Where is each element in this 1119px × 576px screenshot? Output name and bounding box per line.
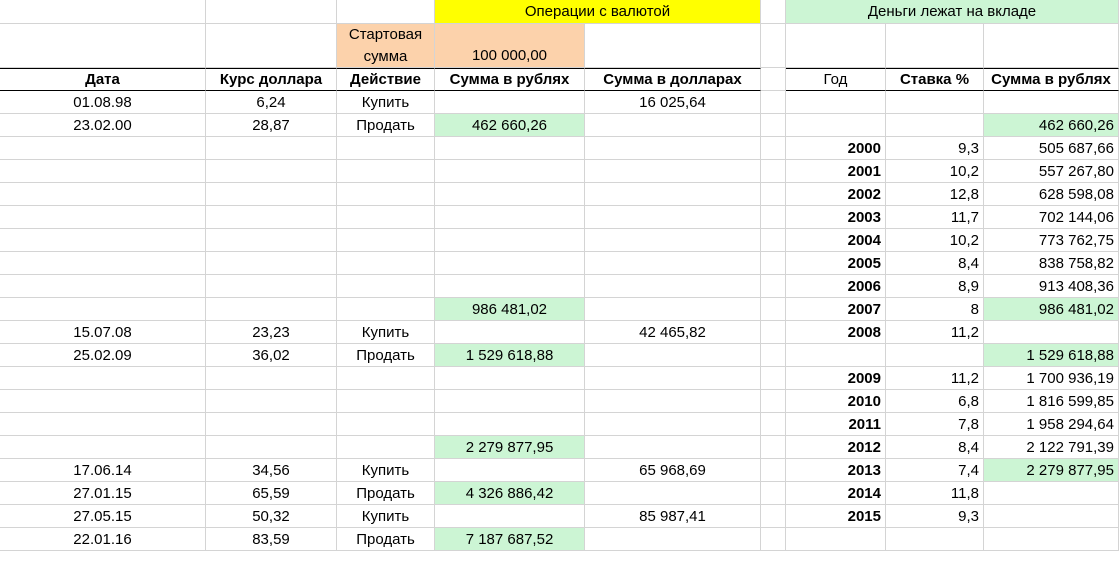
- cell-action[interactable]: [337, 183, 435, 206]
- cell-usd[interactable]: [585, 298, 761, 321]
- cell-rate[interactable]: [206, 137, 337, 160]
- cell-rate[interactable]: [206, 413, 337, 436]
- cell-empty[interactable]: [337, 0, 435, 24]
- cell-rate[interactable]: [206, 298, 337, 321]
- cell-year[interactable]: 2006: [786, 275, 886, 298]
- cell-empty[interactable]: [761, 252, 786, 275]
- cell-deposit-rub[interactable]: [984, 528, 1119, 551]
- cell-date[interactable]: [0, 436, 206, 459]
- cell-date[interactable]: [0, 275, 206, 298]
- cell-action[interactable]: [337, 390, 435, 413]
- cell-usd[interactable]: [585, 413, 761, 436]
- cell-date[interactable]: 15.07.08: [0, 321, 206, 344]
- cell-action[interactable]: [337, 367, 435, 390]
- cell-usd[interactable]: [585, 160, 761, 183]
- cell-deposit-rub[interactable]: 838 758,82: [984, 252, 1119, 275]
- cell-deposit-rub[interactable]: 1 700 936,19: [984, 367, 1119, 390]
- cell-deposit-rub[interactable]: 2 279 877,95: [984, 459, 1119, 482]
- cell-action[interactable]: [337, 436, 435, 459]
- cell-empty[interactable]: [761, 298, 786, 321]
- cell-rate[interactable]: [206, 275, 337, 298]
- cell-rate[interactable]: [206, 367, 337, 390]
- header-date[interactable]: Дата: [0, 68, 206, 91]
- cell-deposit-rub[interactable]: 986 481,02: [984, 298, 1119, 321]
- cell-rub[interactable]: [435, 390, 585, 413]
- cell-date[interactable]: 25.02.09: [0, 344, 206, 367]
- cell-usd[interactable]: [585, 114, 761, 137]
- cell-date[interactable]: [0, 390, 206, 413]
- cell-date[interactable]: [0, 160, 206, 183]
- cell-year[interactable]: 2015: [786, 505, 886, 528]
- cell-date[interactable]: [0, 229, 206, 252]
- cell-rub[interactable]: [435, 229, 585, 252]
- cell-usd[interactable]: 42 465,82: [585, 321, 761, 344]
- cell-rub[interactable]: [435, 206, 585, 229]
- header-percent[interactable]: Ставка %: [886, 68, 984, 91]
- cell-action[interactable]: [337, 275, 435, 298]
- cell-year[interactable]: [786, 91, 886, 114]
- cell-date[interactable]: [0, 298, 206, 321]
- header-rate[interactable]: Курс доллара: [206, 68, 337, 91]
- cell-empty[interactable]: [761, 91, 786, 114]
- cell-empty[interactable]: [761, 275, 786, 298]
- header-rub[interactable]: Сумма в рублях: [435, 68, 585, 91]
- cell-rub[interactable]: 462 660,26: [435, 114, 585, 137]
- cell-empty[interactable]: [761, 482, 786, 505]
- cell-rub[interactable]: [435, 367, 585, 390]
- cell-year[interactable]: 2013: [786, 459, 886, 482]
- cell-year[interactable]: [786, 344, 886, 367]
- start-amount-label[interactable]: [337, 24, 435, 68]
- cell-date[interactable]: 01.08.98: [0, 91, 206, 114]
- header-action[interactable]: Действие: [337, 68, 435, 91]
- cell-action[interactable]: [337, 252, 435, 275]
- cell-action[interactable]: Продать: [337, 482, 435, 505]
- cell-year[interactable]: 2008: [786, 321, 886, 344]
- cell-rate[interactable]: [206, 436, 337, 459]
- cell-empty[interactable]: [761, 344, 786, 367]
- cell-year[interactable]: 2011: [786, 413, 886, 436]
- cell-rate[interactable]: 65,59: [206, 482, 337, 505]
- cell-empty[interactable]: [206, 0, 337, 24]
- cell-action[interactable]: Купить: [337, 321, 435, 344]
- cell-deposit-rub[interactable]: 1 816 599,85: [984, 390, 1119, 413]
- cell-action[interactable]: Продать: [337, 528, 435, 551]
- cell-percent[interactable]: [886, 344, 984, 367]
- cell-action[interactable]: Купить: [337, 91, 435, 114]
- cell-deposit-rub[interactable]: 913 408,36: [984, 275, 1119, 298]
- cell-year[interactable]: 2009: [786, 367, 886, 390]
- cell-usd[interactable]: [585, 390, 761, 413]
- cell-percent[interactable]: 11,2: [886, 367, 984, 390]
- cell-usd[interactable]: [585, 252, 761, 275]
- cell-rub[interactable]: [435, 321, 585, 344]
- cell-year[interactable]: 2000: [786, 137, 886, 160]
- cell-empty[interactable]: [761, 137, 786, 160]
- cell-percent[interactable]: 10,2: [886, 229, 984, 252]
- cell-action[interactable]: [337, 206, 435, 229]
- cell-empty[interactable]: [984, 24, 1119, 68]
- cell-deposit-rub[interactable]: 702 144,06: [984, 206, 1119, 229]
- cell-empty[interactable]: [761, 390, 786, 413]
- cell-empty[interactable]: [0, 0, 206, 24]
- cell-rub[interactable]: [435, 183, 585, 206]
- start-amount-value[interactable]: 100 000,00: [435, 24, 585, 68]
- cell-usd[interactable]: [585, 528, 761, 551]
- cell-rub[interactable]: [435, 160, 585, 183]
- cell-action[interactable]: Купить: [337, 505, 435, 528]
- cell-percent[interactable]: [886, 114, 984, 137]
- cell-percent[interactable]: 8,9: [886, 275, 984, 298]
- cell-percent[interactable]: 9,3: [886, 137, 984, 160]
- left-section-title[interactable]: Операции с валютой: [435, 0, 761, 24]
- cell-action[interactable]: [337, 229, 435, 252]
- cell-percent[interactable]: 6,8: [886, 390, 984, 413]
- header-year[interactable]: Год: [786, 68, 886, 91]
- cell-empty[interactable]: [886, 24, 984, 68]
- cell-rub[interactable]: [435, 137, 585, 160]
- cell-empty[interactable]: [761, 24, 786, 68]
- cell-empty[interactable]: [786, 24, 886, 68]
- cell-deposit-rub[interactable]: [984, 505, 1119, 528]
- cell-year[interactable]: 2012: [786, 436, 886, 459]
- cell-rub[interactable]: 7 187 687,52: [435, 528, 585, 551]
- cell-year[interactable]: 2010: [786, 390, 886, 413]
- cell-rate[interactable]: 28,87: [206, 114, 337, 137]
- cell-empty[interactable]: [761, 183, 786, 206]
- cell-empty[interactable]: [761, 68, 786, 91]
- cell-action[interactable]: [337, 298, 435, 321]
- cell-rate[interactable]: 23,23: [206, 321, 337, 344]
- cell-percent[interactable]: 8: [886, 298, 984, 321]
- cell-percent[interactable]: 7,8: [886, 413, 984, 436]
- cell-empty[interactable]: [761, 436, 786, 459]
- cell-percent[interactable]: [886, 91, 984, 114]
- cell-percent[interactable]: 8,4: [886, 252, 984, 275]
- cell-empty[interactable]: [761, 114, 786, 137]
- cell-percent[interactable]: 11,2: [886, 321, 984, 344]
- cell-deposit-rub[interactable]: 462 660,26: [984, 114, 1119, 137]
- cell-usd[interactable]: 65 968,69: [585, 459, 761, 482]
- cell-empty[interactable]: [761, 528, 786, 551]
- cell-year[interactable]: 2002: [786, 183, 886, 206]
- cell-rub[interactable]: [435, 459, 585, 482]
- cell-action[interactable]: Купить: [337, 459, 435, 482]
- cell-usd[interactable]: 16 025,64: [585, 91, 761, 114]
- cell-usd[interactable]: [585, 183, 761, 206]
- cell-deposit-rub[interactable]: 773 762,75: [984, 229, 1119, 252]
- cell-year[interactable]: 2007: [786, 298, 886, 321]
- cell-rub[interactable]: [435, 505, 585, 528]
- cell-empty[interactable]: [761, 367, 786, 390]
- cell-deposit-rub[interactable]: [984, 91, 1119, 114]
- cell-year[interactable]: 2003: [786, 206, 886, 229]
- cell-action[interactable]: [337, 413, 435, 436]
- cell-date[interactable]: [0, 367, 206, 390]
- cell-rate[interactable]: 36,02: [206, 344, 337, 367]
- cell-rate[interactable]: [206, 183, 337, 206]
- cell-deposit-rub[interactable]: 1 529 618,88: [984, 344, 1119, 367]
- cell-deposit-rub[interactable]: 1 958 294,64: [984, 413, 1119, 436]
- cell-rub[interactable]: [435, 413, 585, 436]
- cell-rate[interactable]: [206, 206, 337, 229]
- cell-deposit-rub[interactable]: 505 687,66: [984, 137, 1119, 160]
- cell-empty[interactable]: [761, 321, 786, 344]
- cell-date[interactable]: [0, 183, 206, 206]
- cell-year[interactable]: [786, 528, 886, 551]
- start-label-line2: сумма: [363, 47, 408, 65]
- header-deposit-rub[interactable]: Сумма в рублях: [984, 68, 1119, 91]
- cell-year[interactable]: 2001: [786, 160, 886, 183]
- cell-date[interactable]: 22.01.16: [0, 528, 206, 551]
- cell-percent[interactable]: 7,4: [886, 459, 984, 482]
- cell-empty[interactable]: [761, 0, 786, 24]
- cell-usd[interactable]: [585, 367, 761, 390]
- cell-usd[interactable]: [585, 436, 761, 459]
- cell-percent[interactable]: 8,4: [886, 436, 984, 459]
- cell-rub[interactable]: [435, 91, 585, 114]
- cell-year[interactable]: 2014: [786, 482, 886, 505]
- cell-date[interactable]: 27.05.15: [0, 505, 206, 528]
- cell-percent[interactable]: 12,8: [886, 183, 984, 206]
- cell-rate[interactable]: [206, 252, 337, 275]
- cell-rub[interactable]: [435, 275, 585, 298]
- cell-rate[interactable]: 34,56: [206, 459, 337, 482]
- cell-deposit-rub[interactable]: [984, 482, 1119, 505]
- cell-rub[interactable]: 1 529 618,88: [435, 344, 585, 367]
- cell-percent[interactable]: 11,8: [886, 482, 984, 505]
- cell-usd[interactable]: [585, 344, 761, 367]
- cell-usd[interactable]: [585, 482, 761, 505]
- cell-empty[interactable]: [206, 24, 337, 68]
- right-section-title[interactable]: Деньги лежат на вкладе: [786, 0, 1119, 24]
- cell-year[interactable]: [786, 114, 886, 137]
- cell-rate[interactable]: 83,59: [206, 528, 337, 551]
- cell-empty[interactable]: [761, 413, 786, 436]
- cell-usd[interactable]: [585, 275, 761, 298]
- cell-empty[interactable]: [761, 459, 786, 482]
- cell-deposit-rub[interactable]: 628 598,08: [984, 183, 1119, 206]
- start-label-line1: Стартовая: [348, 25, 423, 43]
- cell-date[interactable]: [0, 206, 206, 229]
- cell-deposit-rub[interactable]: [984, 321, 1119, 344]
- cell-empty[interactable]: [0, 24, 206, 68]
- header-usd[interactable]: Сумма в долларах: [585, 68, 761, 91]
- cell-action[interactable]: Продать: [337, 114, 435, 137]
- cell-action[interactable]: [337, 137, 435, 160]
- cell-rub[interactable]: 986 481,02: [435, 298, 585, 321]
- cell-rub[interactable]: 4 326 886,42: [435, 482, 585, 505]
- cell-rate[interactable]: [206, 160, 337, 183]
- cell-date[interactable]: [0, 137, 206, 160]
- cell-empty[interactable]: [761, 505, 786, 528]
- cell-empty[interactable]: [761, 229, 786, 252]
- cell-rub[interactable]: [435, 252, 585, 275]
- cell-deposit-rub[interactable]: 2 122 791,39: [984, 436, 1119, 459]
- cell-date[interactable]: [0, 413, 206, 436]
- cell-usd[interactable]: [585, 206, 761, 229]
- cell-rub[interactable]: 2 279 877,95: [435, 436, 585, 459]
- cell-usd[interactable]: 85 987,41: [585, 505, 761, 528]
- cell-date[interactable]: 27.01.15: [0, 482, 206, 505]
- cell-date[interactable]: 17.06.14: [0, 459, 206, 482]
- cell-usd[interactable]: [585, 137, 761, 160]
- cell-rate[interactable]: [206, 390, 337, 413]
- cell-empty[interactable]: [761, 160, 786, 183]
- cell-usd[interactable]: [585, 229, 761, 252]
- cell-action[interactable]: [337, 160, 435, 183]
- cell-year[interactable]: 2004: [786, 229, 886, 252]
- cell-action[interactable]: Продать: [337, 344, 435, 367]
- cell-percent[interactable]: 9,3: [886, 505, 984, 528]
- cell-deposit-rub[interactable]: 557 267,80: [984, 160, 1119, 183]
- cell-empty[interactable]: [761, 206, 786, 229]
- cell-rate[interactable]: [206, 229, 337, 252]
- cell-year[interactable]: 2005: [786, 252, 886, 275]
- cell-date[interactable]: 23.02.00: [0, 114, 206, 137]
- cell-percent[interactable]: 10,2: [886, 160, 984, 183]
- cell-percent[interactable]: 11,7: [886, 206, 984, 229]
- cell-percent[interactable]: [886, 528, 984, 551]
- cell-rate[interactable]: 50,32: [206, 505, 337, 528]
- cell-empty[interactable]: [585, 24, 761, 68]
- cell-date[interactable]: [0, 252, 206, 275]
- cell-rate[interactable]: 6,24: [206, 91, 337, 114]
